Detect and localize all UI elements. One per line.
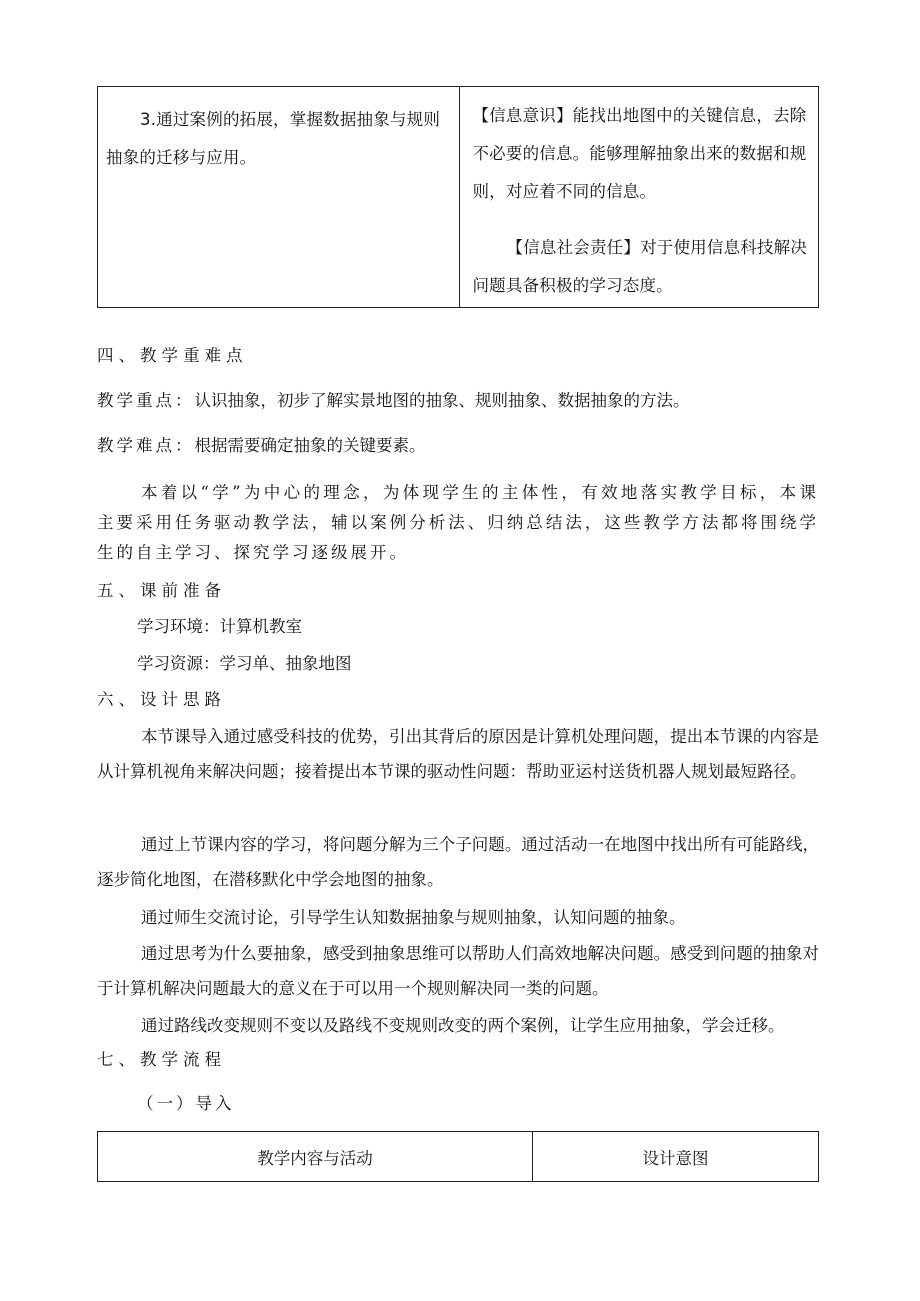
teaching-method-paragraph: 本着以“学”为中心的理念，为体现学生的主体性，有效地落实教学目标，本课主要采用任务驱动教学法，辅以案例分析法、归纳总结法，这些教学方法都将围绕学生的自主学习、探究学习逐级展开。 bbox=[97, 483, 819, 562]
key-point-label: 教学重点： bbox=[97, 391, 195, 410]
key-point-line bbox=[97, 389, 690, 413]
difficult-point-label: 教学难点： bbox=[97, 436, 195, 455]
literacy-info-awareness: 【信息意识】能找出地图中的关键信息，去除不必要的信息。能够理解抽象出来的数据和规则，对应着不同的信息。 bbox=[472, 106, 807, 201]
learning-resources: 学习资源：学习单、抽象地图 bbox=[137, 654, 352, 673]
column-header-intent: 设计意图 bbox=[533, 1132, 819, 1182]
table-header-row bbox=[98, 1132, 819, 1182]
objectives-right-cell bbox=[460, 87, 819, 308]
section-4-heading: 四、教学重难点 bbox=[97, 346, 248, 365]
design-paragraph-2: 通过上节课内容的学习，将问题分解为三个子问题。通过活动一在地图中找出所有可能路线，逐步简化地图，在潜移默化中学会地图的抽象。 bbox=[97, 835, 819, 889]
section-5-heading: 五、课前准备 bbox=[97, 581, 226, 600]
literacy-social-responsibility: 【信息社会责任】对于使用信息科技解决问题具备积极的学习态度。 bbox=[472, 238, 808, 295]
design-paragraph-3: 通过师生交流讨论，引导学生认知数据抽象与规则抽象，认知问题的抽象。 bbox=[141, 908, 686, 927]
column-header-content: 教学内容与活动 bbox=[98, 1132, 533, 1182]
teaching-flow-table bbox=[97, 1131, 819, 1182]
difficult-point-line bbox=[97, 434, 426, 458]
objectives-table bbox=[97, 86, 819, 308]
objectives-left-cell bbox=[98, 87, 460, 308]
learning-environment: 学习环境：计算机教室 bbox=[137, 617, 302, 636]
difficult-point-text: 根据需要确定抽象的关键要素。 bbox=[194, 436, 426, 455]
table-row bbox=[98, 87, 819, 308]
subsection-intro-heading: （一）导入 bbox=[137, 1094, 235, 1113]
design-paragraph-1: 本节课导入通过感受科技的优势，引出其背后的原因是计算机处理问题，提出本节课的内容是从计算机视角来解决问题；接着提出本节课的驱动性问题：帮助亚运村送货机器人规划最短路径。 bbox=[97, 727, 819, 781]
section-7-heading: 七、教学流程 bbox=[97, 1050, 226, 1069]
objective-3-text: 3.通过案例的拓展，掌握数据抽象与规则抽象的迁移与应用。 bbox=[106, 110, 441, 167]
key-point-text: 认识抽象，初步了解实景地图的抽象、规则抽象、数据抽象的方法。 bbox=[194, 391, 690, 410]
section-6-heading: 六、设计思路 bbox=[97, 690, 226, 709]
design-paragraph-4: 通过思考为什么要抽象，感受到抽象思维可以帮助人们高效地解决问题。感受到问题的抽象对于计算机解决问题最大的意义在于可以用一个规则解决同一类的问题。 bbox=[97, 944, 819, 998]
design-paragraph-5: 通过路线改变规则不变以及路线不变规则改变的两个案例，让学生应用抽象，学会迁移。 bbox=[141, 1016, 785, 1035]
